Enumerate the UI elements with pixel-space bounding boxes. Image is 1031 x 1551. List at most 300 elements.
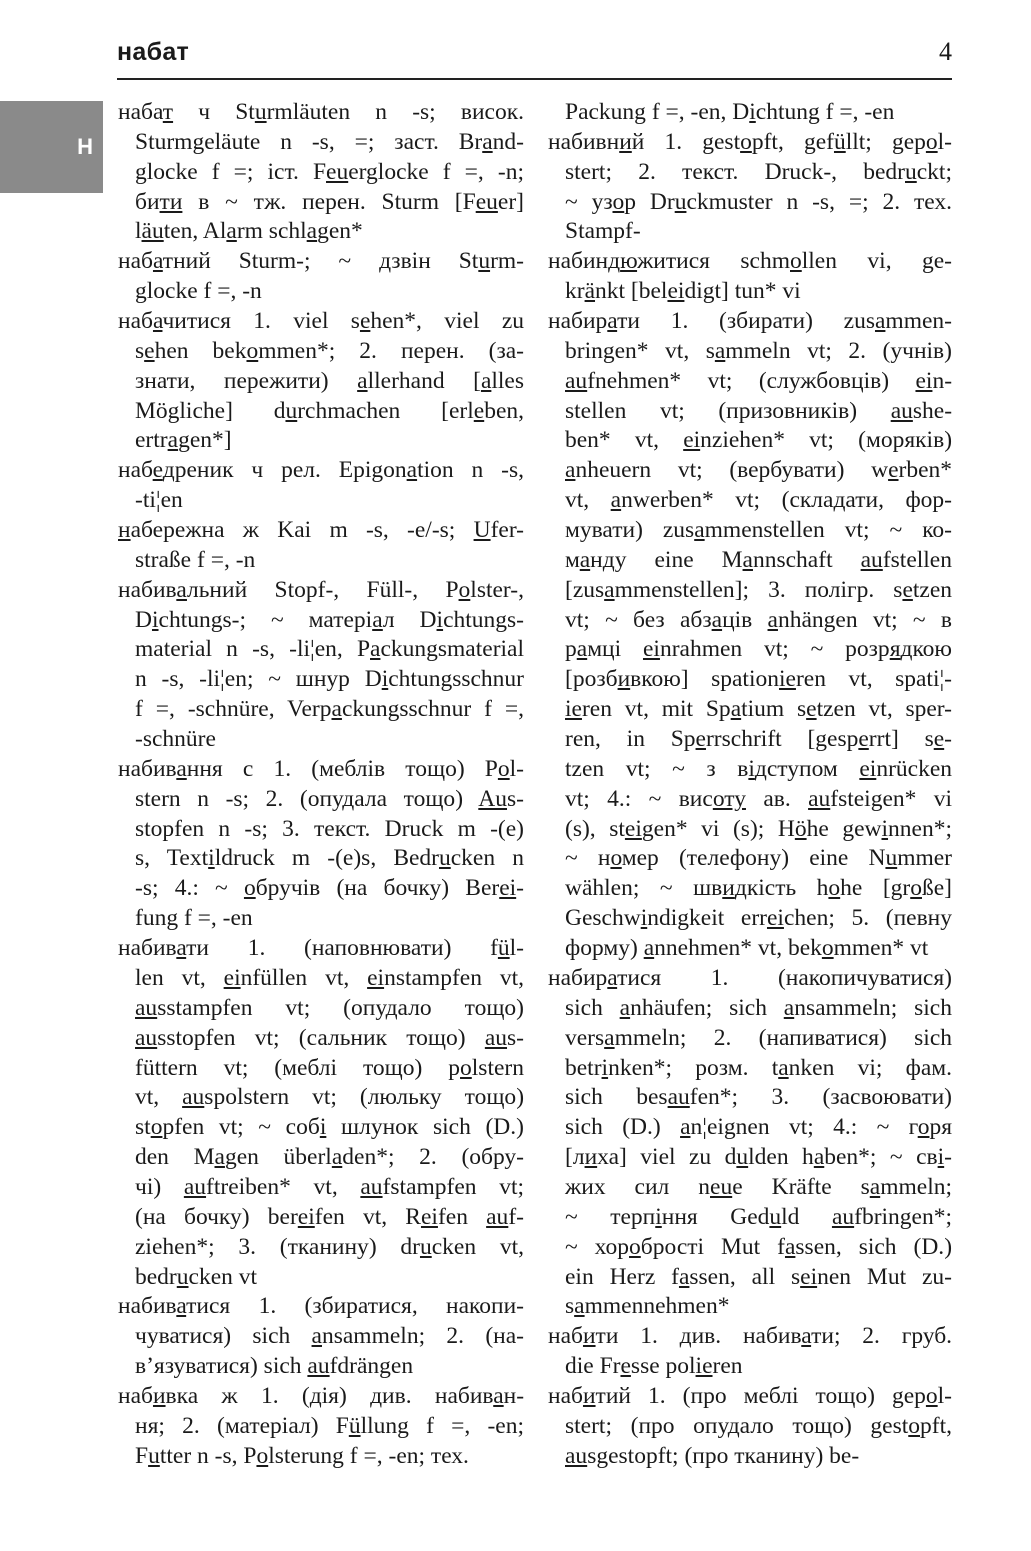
text-segment: 3	[768, 576, 780, 603]
text-segment: a	[357, 367, 368, 394]
entry-line	[118, 606, 524, 636]
text-segment: ) gep	[867, 1382, 926, 1409]
text-segment: n	[135, 666, 147, 693]
text-segment: Au	[478, 785, 508, 812]
text-segment: nhäufen; sich	[630, 994, 784, 1021]
text-segment: vt	[910, 935, 929, 962]
text-segment: vt;	[625, 755, 651, 782]
text-segment: засвоювати	[830, 1084, 945, 1111]
text-segment: a	[714, 337, 726, 364]
text-segment: gen überl	[224, 1144, 332, 1171]
text-segment: wählen; ~	[565, 875, 694, 902]
text-segment: ;	[833, 1323, 863, 1350]
text-segment: -s;	[209, 785, 266, 812]
text-segment: nfüllen	[240, 964, 326, 991]
text-segment: e	[695, 726, 706, 753]
text-segment: [л	[565, 1144, 585, 1171]
text-segment: spation	[688, 666, 779, 693]
text-segment: cken	[431, 1233, 500, 1260]
text-segment: au	[360, 1173, 383, 1200]
headword: ти	[617, 308, 640, 335]
text-segment: au	[831, 1203, 855, 1230]
text-segment	[223, 756, 243, 782]
text-segment: о	[610, 845, 622, 872]
text-segment: ei	[499, 875, 517, 902]
entry-headword-line	[548, 964, 952, 994]
entry-line	[548, 1113, 952, 1143]
text-segment: . (	[860, 337, 891, 364]
text-segment: ) zus	[805, 308, 875, 335]
text-segment: stopfen	[135, 815, 219, 842]
text-segment: f	[442, 158, 451, 185]
text-segment: іст.	[267, 158, 299, 185]
running-header	[117, 34, 952, 80]
text-segment	[882, 1055, 905, 1081]
text-segment: . (	[270, 1293, 313, 1320]
text-segment: ня	[135, 1412, 159, 1439]
text-segment: vt;	[659, 397, 685, 424]
text-segment: rm schl	[236, 218, 307, 245]
text-segment: 1	[260, 1382, 273, 1409]
text-segment: i	[381, 666, 389, 693]
text-segment: вкою]	[630, 666, 689, 693]
text-segment: ти	[811, 1323, 834, 1350]
entry-line	[548, 1054, 952, 1084]
text-segment: vt;	[677, 457, 703, 484]
entry-line	[548, 188, 952, 218]
text-segment: 1	[253, 308, 266, 335]
text-segment: Druck-, bedr	[738, 158, 905, 185]
text-segment: ~	[565, 188, 592, 215]
text-segment: a	[604, 576, 615, 603]
text-segment: =, -en;	[357, 1442, 431, 1469]
entry-headword-line	[548, 1322, 952, 1352]
text-segment: vt	[634, 427, 654, 454]
text-segment: nnehmen*	[654, 935, 758, 962]
text-segment: ,	[153, 1084, 183, 1111]
text-segment: . (	[272, 1382, 310, 1409]
text-segment: . viel s	[265, 308, 360, 335]
headword: а	[607, 964, 618, 991]
text-segment: vt	[238, 1263, 258, 1290]
text-segment: 1	[710, 964, 723, 991]
text-segment: digt] tun*	[684, 278, 783, 305]
text-segment	[621, 636, 643, 662]
entry-line	[118, 1054, 524, 1084]
text-segment: 2	[848, 337, 861, 364]
text-segment: eu	[326, 158, 349, 185]
text-segment: ) P	[456, 755, 498, 782]
text-segment: pfen	[162, 1114, 219, 1141]
text-segment: Sturmgeläute	[135, 128, 281, 155]
text-segment: vi;	[857, 1054, 883, 1081]
text-segment: ben*; ~	[824, 1144, 917, 1171]
text-segment	[752, 607, 767, 633]
text-segment: llerhand [	[367, 367, 481, 394]
text-segment: a	[874, 308, 886, 335]
text-segment: au	[183, 1173, 207, 1200]
text-segment: D.	[493, 1114, 517, 1141]
text-segment: n	[218, 815, 231, 842]
text-segment: a	[784, 1233, 796, 1260]
text-segment: ckungsmaterial	[380, 636, 524, 663]
text-segment: f	[203, 278, 212, 305]
text-segment: eu	[710, 1173, 733, 1200]
entry-line	[118, 546, 524, 576]
text-segment: a	[604, 1024, 615, 1051]
text-segment: a	[643, 935, 655, 962]
text-segment: =, -n	[211, 278, 262, 305]
text-segment: (	[833, 427, 866, 454]
entry-line	[118, 1203, 524, 1233]
text-segment: vt	[313, 1173, 332, 1200]
headword: н	[118, 517, 131, 544]
text-segment: Sturm [F	[365, 188, 476, 215]
text-segment: -s;	[135, 875, 175, 902]
text-segment: меблі тощо	[282, 1054, 415, 1081]
text-segment: форму	[565, 935, 630, 962]
text-segment: vt	[665, 337, 684, 364]
text-segment: nwerben*	[621, 487, 736, 514]
text-segment: ei	[766, 905, 784, 932]
text-segment: u	[148, 1442, 160, 1469]
text-segment: ndigkeit err	[647, 905, 767, 932]
text-segment: о	[243, 875, 256, 902]
entry-line	[118, 815, 524, 845]
text-segment: . (	[682, 308, 727, 335]
text-segment: vt	[325, 964, 344, 991]
text-segment: mmeln;	[614, 1024, 714, 1051]
text-segment: a	[306, 218, 318, 245]
headword: набив	[118, 576, 177, 603]
text-segment: tium s	[741, 696, 807, 723]
text-segment: . (	[863, 905, 894, 932]
entry-headword-line	[118, 576, 524, 606]
text-segment: . (	[277, 785, 308, 812]
text-segment: (	[248, 1054, 283, 1081]
text-segment: =;	[219, 158, 268, 185]
text-segment: fbringen*;	[854, 1203, 952, 1230]
entry-line	[118, 904, 524, 934]
text-segment: f	[349, 1442, 358, 1469]
text-segment: н-	[503, 1382, 524, 1409]
entry-line	[548, 606, 952, 636]
text-segment: a	[480, 367, 492, 394]
text-segment: vt	[624, 696, 644, 723]
entry-line	[548, 1263, 952, 1293]
text-segment: .	[293, 815, 315, 842]
entry-line	[118, 1263, 524, 1293]
text-segment: nrücken	[876, 755, 952, 782]
text-segment: a	[226, 218, 237, 245]
text-segment: и	[722, 875, 735, 902]
text-segment: -s, =;	[291, 128, 395, 155]
text-segment: чі	[135, 1173, 154, 1200]
text-segment: f	[211, 158, 220, 185]
text-segment: u	[885, 845, 898, 872]
text-segment: sich bes	[565, 1084, 668, 1111]
text-segment: nnschaft	[752, 546, 861, 573]
text-segment: 3	[771, 1084, 784, 1111]
text-segment: fstellen	[882, 546, 952, 573]
headword: а	[176, 755, 187, 782]
text-segment: bringen*	[565, 337, 666, 364]
headword: абережна	[130, 517, 225, 544]
text-segment: stert; (	[565, 1412, 639, 1439]
text-segment: накопичуватися	[785, 964, 945, 991]
text-segment: vt	[848, 666, 867, 693]
text-segment: . (	[430, 1144, 470, 1171]
text-segment: )	[457, 1024, 485, 1051]
text-segment: -s, -e/-s;	[347, 517, 474, 544]
text-segment	[198, 1383, 221, 1409]
text-segment: s, Text	[135, 845, 209, 872]
text-segment: vt	[499, 1233, 519, 1260]
text-segment: 1	[664, 128, 677, 155]
text-segment: ie	[695, 1353, 713, 1380]
text-segment: rmläuten	[266, 99, 376, 125]
entry-line	[548, 874, 952, 904]
text-segment: дія	[309, 1382, 339, 1409]
text-segment: ei	[667, 278, 685, 305]
text-segment: . gest	[676, 128, 741, 155]
text-segment: полігр.	[804, 576, 875, 603]
headword: вка	[165, 1382, 199, 1409]
text-segment: дступом	[754, 755, 838, 782]
text-segment: опудало тощо	[351, 994, 517, 1021]
headword: наб	[118, 308, 153, 335]
headword: и	[582, 1382, 596, 1409]
text-segment: )	[652, 1114, 681, 1141]
text-segment: )	[849, 397, 891, 424]
text-segment: Stopf-, Füll-, P	[247, 576, 459, 603]
text-segment: n-	[932, 367, 952, 394]
text-segment: 1	[247, 935, 260, 962]
text-segment: і	[655, 1203, 662, 1230]
text-segment: тж. перен.	[253, 188, 366, 215]
text-segment: n	[226, 636, 238, 663]
entry-line	[548, 1173, 952, 1203]
text-segment: m	[291, 845, 311, 872]
text-segment: вис	[678, 785, 713, 812]
text-segment: tion	[417, 457, 472, 484]
entry-line	[548, 725, 952, 755]
text-segment: ckt;	[916, 158, 952, 185]
text-segment: жих сил	[565, 1173, 670, 1200]
text-segment: a	[767, 606, 778, 633]
text-segment: fstampfen	[382, 1173, 500, 1200]
text-segment: Epigon	[320, 457, 407, 484]
text-segment: a	[678, 1263, 690, 1290]
text-segment: ei	[624, 815, 642, 842]
text-segment: pft, gef	[751, 128, 834, 155]
text-segment: chtungs-	[443, 606, 524, 633]
entry-line	[548, 1442, 952, 1472]
text-segment: i	[749, 99, 756, 125]
running-headword: набат	[117, 38, 190, 66]
text-segment: chen;	[783, 905, 852, 932]
text-segment: 2	[419, 1144, 431, 1171]
text-segment: ben,	[484, 397, 524, 424]
entry-line	[548, 665, 952, 695]
text-segment: a	[869, 1173, 881, 1200]
thumb-index-letter: Н	[77, 134, 93, 159]
text-segment: р	[565, 636, 577, 663]
headword: и	[152, 1382, 166, 1409]
text-segment: s-	[507, 1024, 524, 1051]
text-segment: текст.	[314, 815, 371, 842]
text-segment: нду	[590, 546, 627, 573]
text-segment: s	[874, 576, 903, 603]
entry-line	[548, 1233, 952, 1263]
text-segment: тканину	[287, 1233, 369, 1260]
text-segment: .: ~	[844, 1114, 909, 1141]
text-segment: дзвін	[379, 248, 431, 275]
text-segment: )	[944, 1233, 952, 1260]
text-segment: -s,	[483, 457, 524, 484]
text-segment: mmen-	[885, 308, 952, 335]
text-segment: äu	[141, 218, 164, 245]
text-segment: ) ber	[241, 1203, 298, 1230]
text-segment: tzen	[816, 696, 869, 723]
text-segment: fdrängen	[329, 1353, 414, 1380]
text-segment: . (	[250, 1233, 288, 1260]
text-segment: vt;	[735, 487, 761, 514]
text-segment: а	[576, 636, 588, 663]
text-segment: vt	[181, 964, 200, 991]
text-segment: г	[908, 1114, 918, 1141]
text-segment: ren	[581, 696, 625, 723]
text-segment: збиратися, накопи-	[312, 1293, 524, 1320]
text-segment: чуватися	[135, 1323, 224, 1350]
text-segment: .: ~	[186, 875, 244, 902]
text-segment: )	[516, 1114, 524, 1141]
text-segment: mmen*	[833, 935, 910, 962]
text-segment: 3	[238, 1233, 251, 1260]
text-segment: р	[624, 188, 636, 215]
text-segment: ziehen*;	[135, 1233, 239, 1260]
text-segment: lles	[491, 367, 524, 394]
entry-line	[118, 994, 524, 1024]
text-segment: ren, in Sp	[565, 726, 696, 753]
entry-line	[548, 367, 952, 397]
text-segment: a	[742, 546, 753, 573]
text-segment: a	[619, 994, 631, 1021]
text-segment: ld	[781, 1203, 832, 1230]
text-segment: er]	[497, 188, 524, 215]
text-segment: 2	[862, 1323, 875, 1350]
text-segment: fung	[135, 905, 184, 932]
text-segment: vt	[362, 1203, 382, 1230]
headword: тий	[595, 1382, 631, 1409]
text-segment: o	[925, 128, 938, 155]
text-segment: ~	[869, 517, 923, 544]
text-segment: n	[197, 1442, 209, 1469]
text-segment: хор	[594, 1233, 630, 1260]
text-segment: vers	[565, 1024, 605, 1051]
text-segment: (	[760, 487, 790, 514]
text-segment: viel zu d	[626, 1144, 737, 1171]
entry-line	[118, 1024, 524, 1054]
text-segment: . (	[193, 1412, 225, 1439]
text-segment: ,	[653, 427, 684, 454]
text-segment: ße]	[921, 875, 952, 902]
text-segment: моряків	[865, 427, 945, 454]
entry-line	[118, 665, 524, 695]
text-segment: ч	[198, 99, 211, 125]
entry-headword-line	[118, 98, 524, 128]
text-segment: vt;	[788, 1114, 814, 1141]
entry-line	[118, 1233, 524, 1263]
text-segment: -s;	[387, 99, 461, 125]
headword: ння	[186, 755, 223, 782]
text-segment: о	[629, 1233, 641, 1260]
headword: наб	[548, 1382, 583, 1409]
text-segment: u	[769, 1203, 782, 1230]
text-segment: a	[813, 1144, 825, 1171]
text-segment: напиватися	[766, 1024, 880, 1051]
text-segment: ) eine N	[781, 845, 886, 872]
text-segment: ) zus	[635, 517, 695, 544]
entry-line	[548, 994, 952, 1024]
entry-line	[548, 1083, 952, 1113]
text-segment: s	[135, 337, 145, 364]
text-segment: ,	[518, 964, 524, 991]
text-segment: l-	[509, 935, 524, 962]
text-segment: ) dr	[368, 1233, 420, 1260]
text-segment	[173, 99, 198, 125]
text-segment	[230, 1293, 258, 1319]
text-segment: e	[933, 726, 945, 753]
text-segment: (	[702, 457, 738, 484]
text-segment: а	[372, 606, 383, 633]
text-segment: складати, фор-	[789, 487, 952, 514]
entry-line	[118, 1143, 524, 1173]
text-segment: o	[256, 1442, 269, 1469]
text-segment: ei	[420, 1203, 438, 1230]
entry-line	[118, 158, 524, 188]
text-segment: меблів тощо	[319, 755, 457, 782]
text-segment: u	[176, 1263, 189, 1290]
text-segment: ~	[565, 1203, 611, 1230]
headword: й	[631, 128, 645, 155]
text-segment: mmeln	[725, 337, 808, 364]
text-segment: a	[370, 636, 381, 663]
text-segment: gen*]	[178, 427, 232, 454]
text-segment: -(e)s, Bedr	[310, 845, 439, 872]
text-segment: ö	[794, 815, 807, 842]
text-segment: tzen	[912, 576, 952, 603]
text-segment: ~	[897, 606, 941, 633]
text-segment	[412, 1383, 435, 1409]
headword: наб	[118, 1382, 153, 1409]
text-segment: au	[486, 1203, 509, 1230]
entry-line	[548, 1024, 952, 1054]
text-segment: мці	[587, 636, 622, 663]
entry-line	[548, 934, 952, 964]
entry-line	[118, 486, 524, 516]
entry-line	[118, 426, 524, 456]
text-segment	[791, 786, 808, 812]
entry-line	[548, 1143, 952, 1173]
text-segment: Stampf-	[565, 218, 641, 245]
text-segment: о	[917, 1114, 930, 1141]
text-segment	[234, 457, 252, 483]
text-segment: на бочку	[344, 875, 442, 902]
text-segment: ein Herz f	[565, 1263, 679, 1290]
text-segment: vt;	[844, 517, 870, 544]
text-segment: див.	[370, 1382, 412, 1409]
